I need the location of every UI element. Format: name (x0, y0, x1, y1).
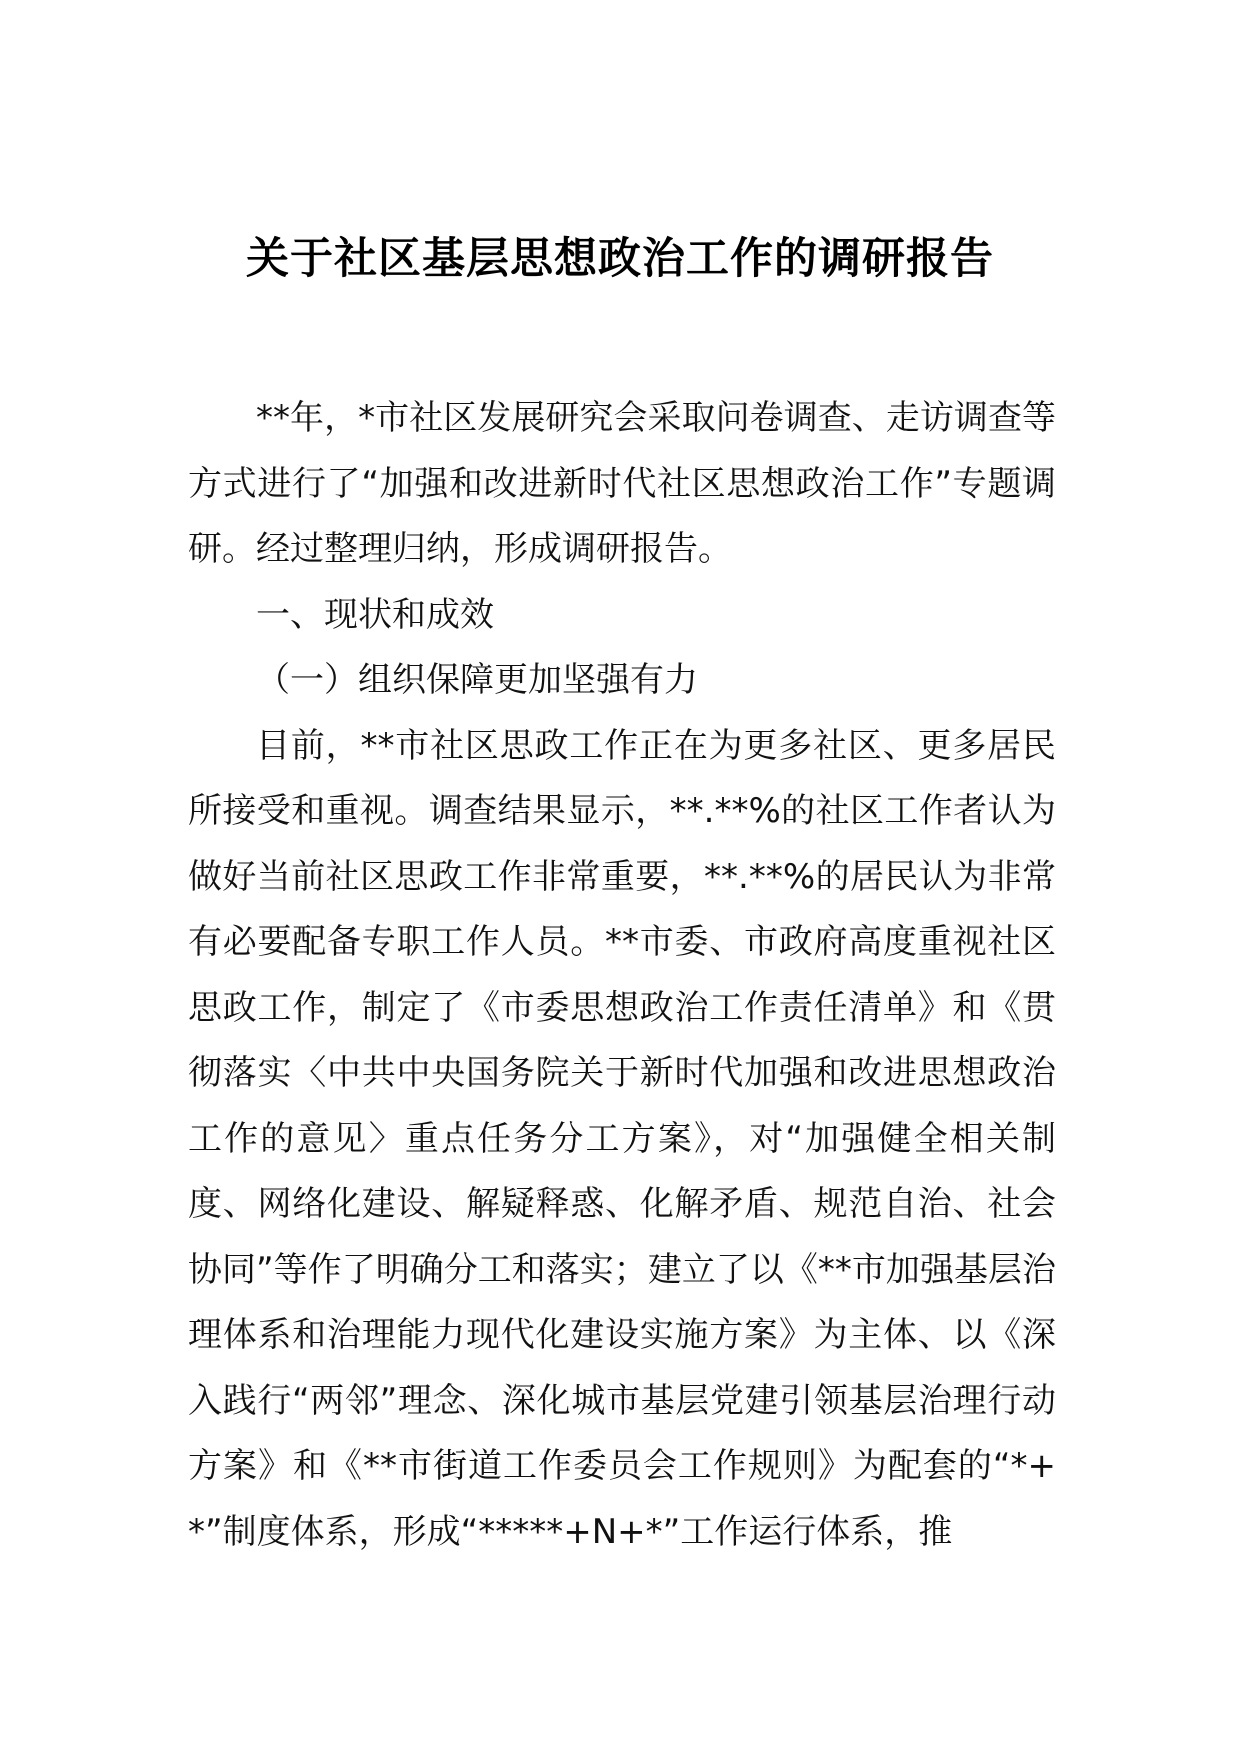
document-body (188, 386, 1056, 1565)
body-paragraph: 目前，**市社区思政工作正在为更多社区、更多居民所接受和重视。调查结果显示，**.**%的社区工作者认为做好当前社区思政工作非常重要，**.**%的居民认为非常有必要配备专职工作人员。**市委、市政府高度重视社区思政工作，制定了《市委思想政治工作责任清单》和《贯彻落实〈中共中央国务院关于新时代加强和改进思想政治工作的意见〉重点任务分工方案》，对“加强健全相关制度、网络化建设、解疑释惑、化解矛盾、规范自治、社会协同”等作了明确分工和落实；建立了以《**市加强基层治理体系和治理能力现代化建设实施方案》为主体、以《深入践行“两邻”理念、深化城市基层党建引领基层治理行动方案》和《**市街道工作委员会工作规则》为配套的“*+*”制度体系，形成“*****+N+*”工作运行体系，推 (188, 725, 1056, 1552)
document-title: 关于社区基层思想政治工作的调研报告 (246, 233, 994, 284)
intro-paragraph: **年，*市社区发展研究会采取问卷调查、走访调查等方式进行了“加强和改进新时代社区思想政治工作”专题调研。经过整理归纳，形成调研报告。 (188, 398, 1056, 569)
subsection-heading: （一）组织保障更加坚强有力 (256, 660, 698, 700)
section-heading: 一、现状和成效 (256, 594, 494, 635)
